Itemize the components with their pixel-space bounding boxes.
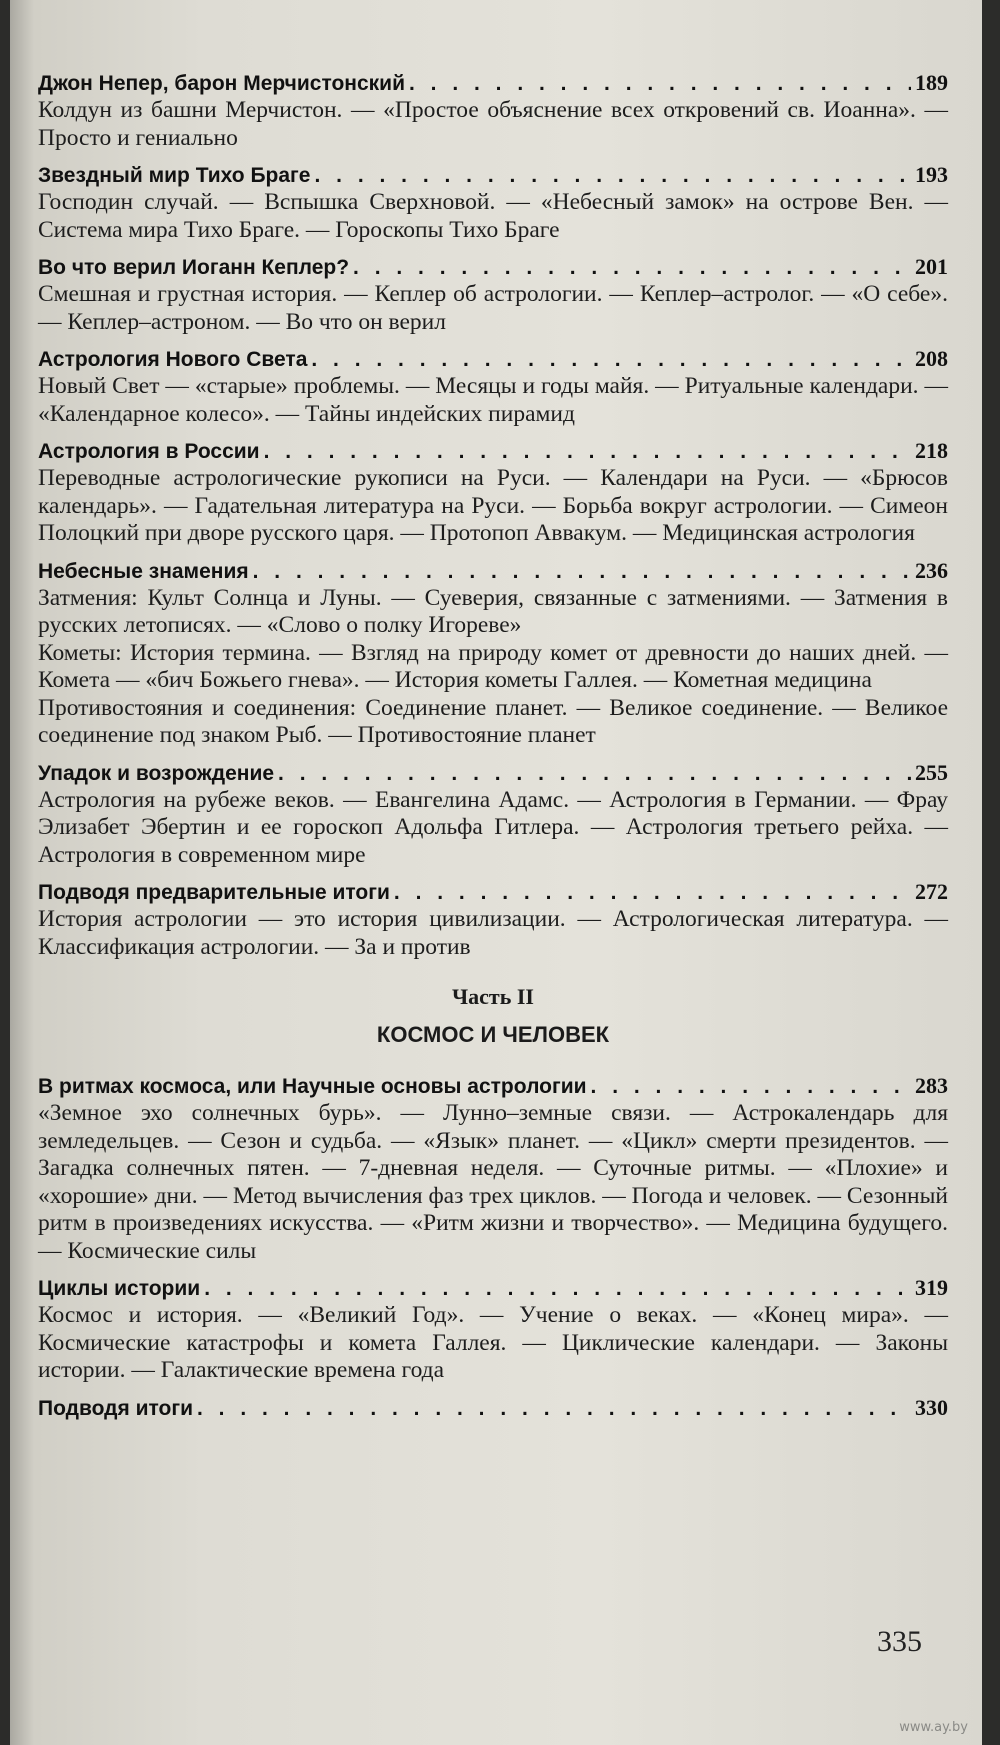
chapter-summary: Колдун из башни Мерчистон. — «Простое объяснение всех откровений св. Иоанна». — Просто и гениально (38, 97, 948, 151)
toc-entry-heading (38, 1073, 948, 1100)
chapter-page-number: 201 (915, 254, 948, 279)
dot-leader (394, 880, 911, 906)
chapter-title: В ритмах космоса, или Научные основы астрологии (38, 1075, 587, 1098)
page-number: 335 (877, 1625, 922, 1658)
chapter-summary: Новый Свет — «старые» проблемы. — Месяцы и годы майя. — Ритуальные календари. — «Календарное колесо». — Тайны индейских пирамид (38, 373, 948, 427)
chapter-title: Небесные знамения (38, 559, 249, 583)
chapter-page-number: 255 (915, 759, 948, 785)
dot-leader (264, 439, 911, 465)
part-label: Часть II (452, 984, 534, 1009)
dot-leader (197, 1396, 911, 1422)
chapter-page-number: 236 (915, 557, 948, 583)
toc-entry-heading (38, 162, 948, 189)
part-title: КОСМОС И ЧЕЛОВЕК (376, 1022, 610, 1047)
toc-entry (38, 1275, 948, 1385)
part-one-entries (38, 70, 948, 961)
part-two-entries (38, 1073, 948, 1422)
book-page (10, 0, 982, 1745)
dot-leader (591, 1074, 911, 1100)
toc-entry (38, 558, 948, 750)
chapter-summary: Кометы: История термина. — Взгляд на природу комет от древности до наших дней. — Комета — «бич Божьего гнева». — История кометы Галлея. — Кометная медицина (38, 639, 948, 693)
chapter-page-number: 208 (915, 346, 948, 371)
toc-entry (38, 438, 948, 548)
dot-leader (253, 559, 911, 585)
toc-entry (38, 346, 948, 428)
chapter-title: Астрология Нового Света (38, 348, 308, 371)
toc-entry (38, 879, 948, 961)
toc-entry-heading (38, 558, 948, 585)
chapter-page-number: 330 (915, 1394, 948, 1420)
chapter-title: Подводя итоги (38, 1396, 193, 1420)
chapter-summary: Затмения: Культ Солнца и Луны. — Суеверия, связанные с затмениями. — Затмения в русских летописях. — «Слово о полку Игореве» (38, 584, 948, 638)
toc-entry (38, 162, 948, 244)
chapter-page-number: 189 (915, 70, 948, 95)
toc-entry-heading (38, 760, 948, 787)
chapter-title: Джон Непер, барон Мерчистонский (38, 72, 405, 95)
chapter-summary: Астрология на рубеже веков. — Евангелина Адамс. — Астрология в Германии. — Фрау Элизабет Эбертин и ее гороскоп Адольфа Гитлера. — Астрология третьего рейха. — Астрология в современном мире (38, 786, 948, 868)
toc-entry-heading (38, 346, 948, 373)
dot-leader (409, 71, 911, 97)
chapter-page-number: 272 (915, 879, 948, 904)
chapter-summary: Переводные астрологические рукописи на Руси. — Календари на Руси. — «Брюсов календарь». — Гадательная литература на Руси. — Борьба вокруг астрологии. — Симеон Полоцкий при дворе русского царя. — Протопоп Аввакум. — Медицинская астрология (38, 465, 948, 546)
chapter-summary: Господин случай. — Вспышка Сверхновой. — «Небесный замок» на острове Вен. — Система мира Тихо Браге. — Гороскопы Тихо Браге (38, 189, 948, 243)
dot-leader (315, 163, 912, 189)
chapter-page-number: 319 (915, 1275, 948, 1300)
toc-entry-heading (38, 70, 948, 97)
chapter-summary: «Земное эхо солнечных бурь». — Лунно–земные связи. — Астрокалендарь для земледельцев. — Сезон и судьба. — «Язык» планет. — «Цикл» смерти президентов. — Загадка солнечных пятен. — 7-дневная неделя. — Суточные ритмы. — «Плохие» и «хорошие» дни. — Метод вычисления фаз трех циклов. — Погода и человек. — Сезонный ритм в произведениях искусства. — «Ритм жизни и творчество». — Медицина будущего. — Космические силы (38, 1100, 948, 1264)
toc-entry (38, 70, 948, 152)
dot-leader (204, 1276, 911, 1302)
toc-entry (38, 760, 948, 870)
chapter-summary: Смешная и грустная история. — Кеплер об астрологии. — Кеплер–астролог. — «О себе». — Кеплер–астроном. — Во что он верил (38, 281, 948, 335)
chapter-title: Звездный мир Тихо Браге (38, 164, 311, 187)
dot-leader (311, 347, 911, 373)
chapter-title: Циклы истории (38, 1277, 201, 1300)
chapter-summary: Космос и история. — «Великий Год». — Учение о веках. — «Конец мира». — Космические катастрофы и комета Галлея. — Циклические календари. — Законы истории. — Галактические времена года (38, 1302, 948, 1383)
chapter-page-number: 283 (915, 1073, 948, 1098)
toc-entry-heading (38, 254, 948, 281)
chapter-page-number: 218 (915, 438, 948, 463)
chapter-page-number: 193 (915, 162, 948, 187)
toc-entry (38, 254, 948, 336)
toc-entry-heading (38, 879, 948, 906)
dot-leader (353, 255, 911, 281)
table-of-contents (38, 70, 948, 1432)
chapter-summary: История астрологии — это история цивилизации. — Астрологическая литература. — Классификация астрологии. — За и против (38, 906, 948, 960)
watermark: www.ay.by (899, 1720, 968, 1735)
toc-entry (38, 1073, 948, 1265)
toc-entry-heading (38, 1275, 948, 1302)
chapter-title: Упадок и возрождение (38, 761, 275, 785)
chapter-title: Подводя предварительные итоги (38, 881, 390, 904)
toc-entry-heading (38, 1395, 948, 1422)
toc-entry-heading (38, 438, 948, 465)
chapter-title: Астрология в России (38, 440, 260, 463)
page-gutter-shadow (10, 0, 34, 1745)
chapter-summary: Противостояния и соединения: Соединение планет. — Великое соединение. — Великое соединение под знаком Рыб. — Противостояние планет (38, 694, 948, 748)
toc-entry (38, 1395, 948, 1422)
dot-leader (278, 761, 911, 787)
chapter-title: Во что верил Иоганн Кеплер? (38, 256, 350, 279)
